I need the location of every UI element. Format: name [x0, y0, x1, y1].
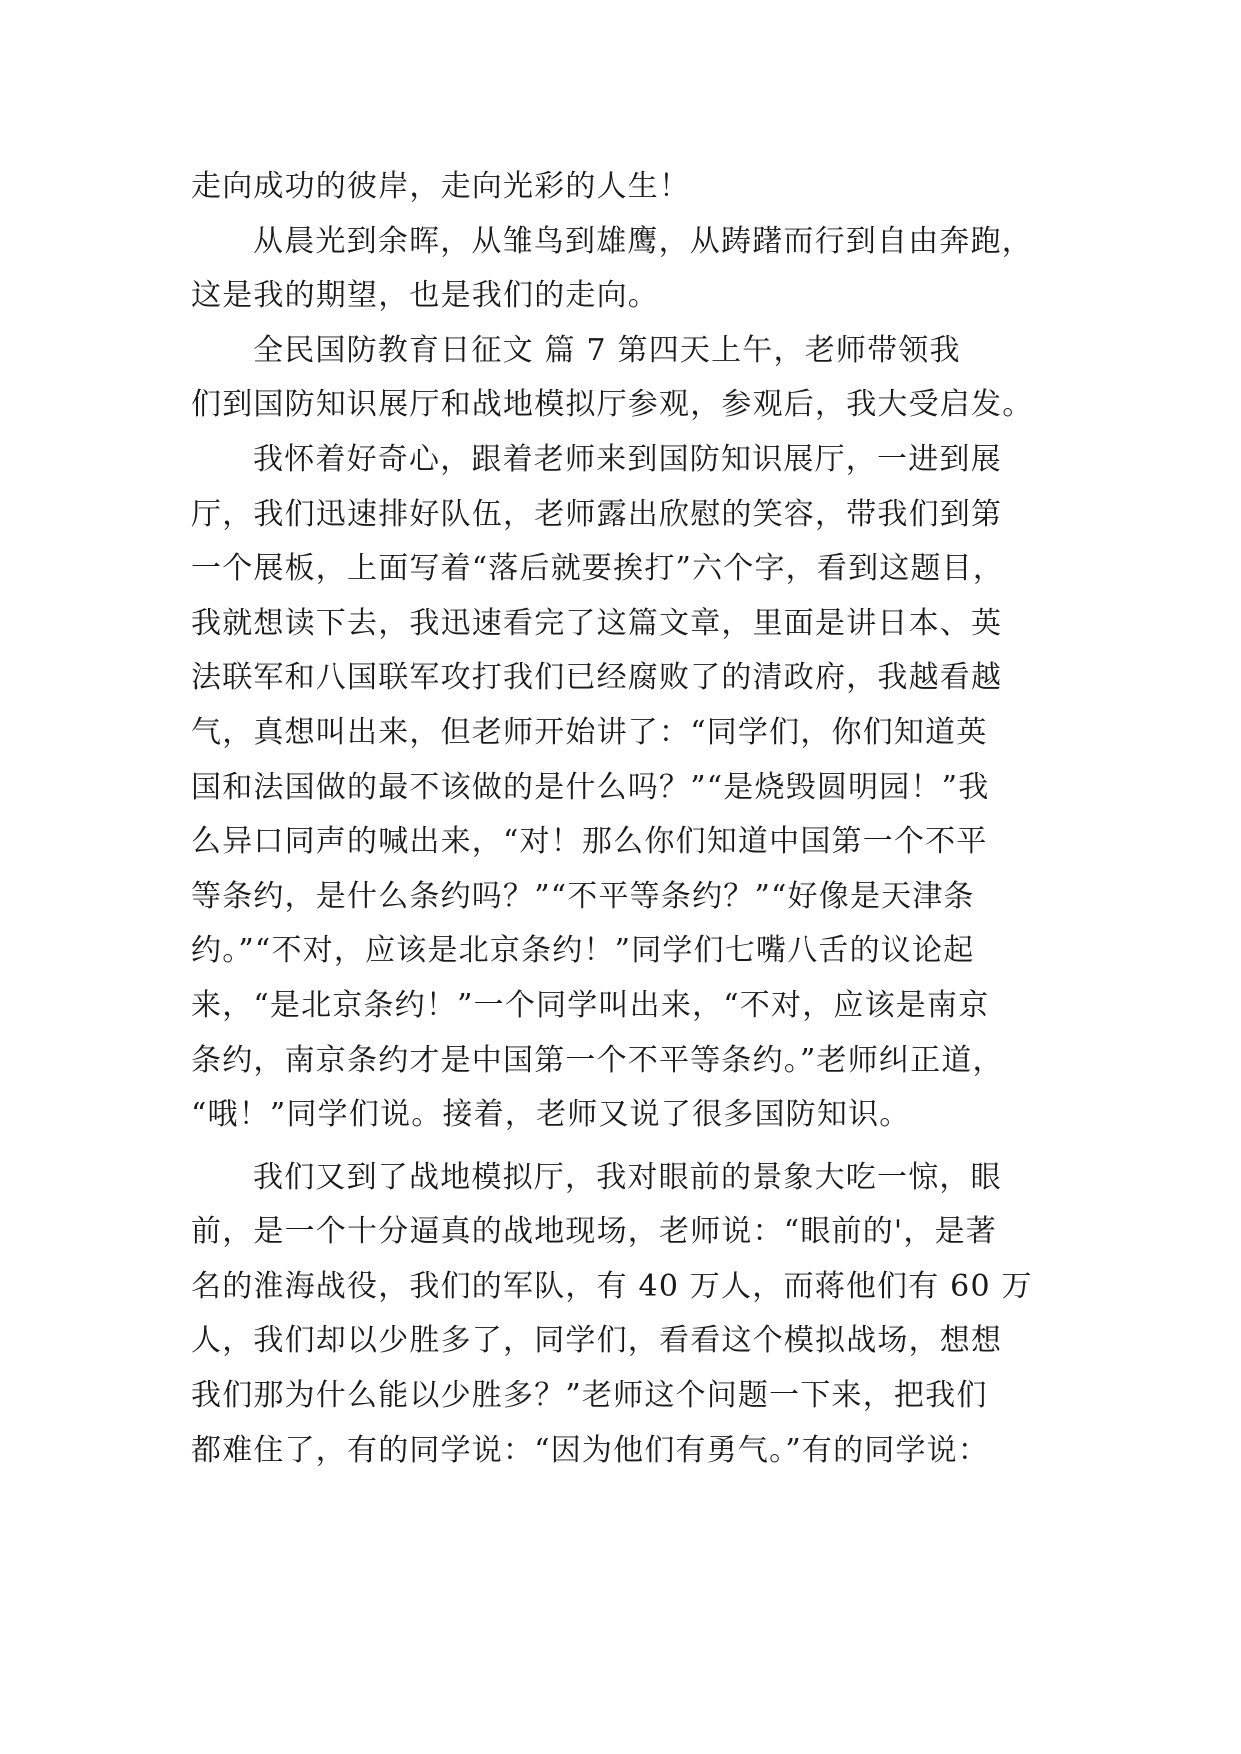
text-line: 国和法国做的最不该做的是什么吗？”“是烧毁圆明园！”我 — [191, 769, 990, 805]
section-heading-line: 全民国防教育日征文 篇 7 第四天上午，老师带领我 — [253, 332, 961, 368]
text-line: 法联军和八国联军攻打我们已经腐败了的清政府，我越看越 — [191, 660, 1003, 696]
text-line: 人，我们却以少胜多了，同学们，看看这个模拟战场，想想 — [191, 1323, 1003, 1359]
text-line: 来，“是北京条约！”一个同学叫出来，“不对，应该是南京 — [191, 987, 990, 1023]
essay-text — [191, 160, 1091, 1478]
text-line: 我就想读下去，我迅速看完了这篇文章，里面是讲日本、英 — [191, 605, 1003, 641]
paragraph-start-line: 我们又到了战地模拟厅，我对眼前的景象大吃一惊，眼 — [253, 1159, 1002, 1195]
text-line: 约。”“不对，应该是北京条约！”同学们七嘴八舌的议论起 — [191, 933, 975, 969]
text-line: 等条约，是什么条约吗？”“不平等条约？”“好像是天津条 — [191, 878, 975, 914]
paragraph-gap — [191, 1143, 1091, 1151]
text-line: 一个展板，上面写着“落后就要挨打”六个字，看到这题目， — [191, 551, 1005, 587]
text-line: 厅，我们迅速排好队伍，老师露出欣慰的笑容，带我们到第 — [191, 496, 1003, 532]
text-line: 我们那为什么能以少胜多？”老师这个问题一下来，把我们 — [191, 1378, 988, 1414]
text-line: 们到国防知识展厅和战地模拟厅参观，参观后，我大受启发。 — [191, 387, 1034, 423]
text-line: 条约，南京条约才是中国第一个不平等条约。”老师纠正道， — [191, 1042, 1004, 1078]
text-line: 走向成功的彼岸，走向光彩的人生！ — [191, 169, 691, 204]
text-line: 这是我的期望，也是我们的走向。 — [191, 278, 659, 314]
text-line: 气，真想叫出来，但老师开始讲了：“同学们，你们知道英 — [191, 714, 988, 750]
text-line: 名的淮海战役，我们的军队，有 40 万人，而蒋他们有 60 万 — [191, 1268, 1033, 1304]
text-line: 都难住了，有的同学说：“因为他们有勇气。”有的同学说： — [191, 1432, 990, 1468]
paragraph-start-line: 从晨光到余晖，从雏鸟到雄鹰，从踌躇而行到自由奔跑， — [253, 223, 1033, 259]
text-line: “哦！”同学们说。接着，老师又说了很多国防知识。 — [191, 1097, 911, 1133]
paragraph-start-line: 我怀着好奇心，跟着老师来到国防知识展厅，一进到展 — [253, 441, 1002, 477]
text-line: 前，是一个十分逼真的战地现场，老师说：“眼前的'，是著 — [191, 1214, 997, 1250]
text-line: 么异口同声的喊出来，“对！那么你们知道中国第一个不平 — [191, 824, 988, 860]
